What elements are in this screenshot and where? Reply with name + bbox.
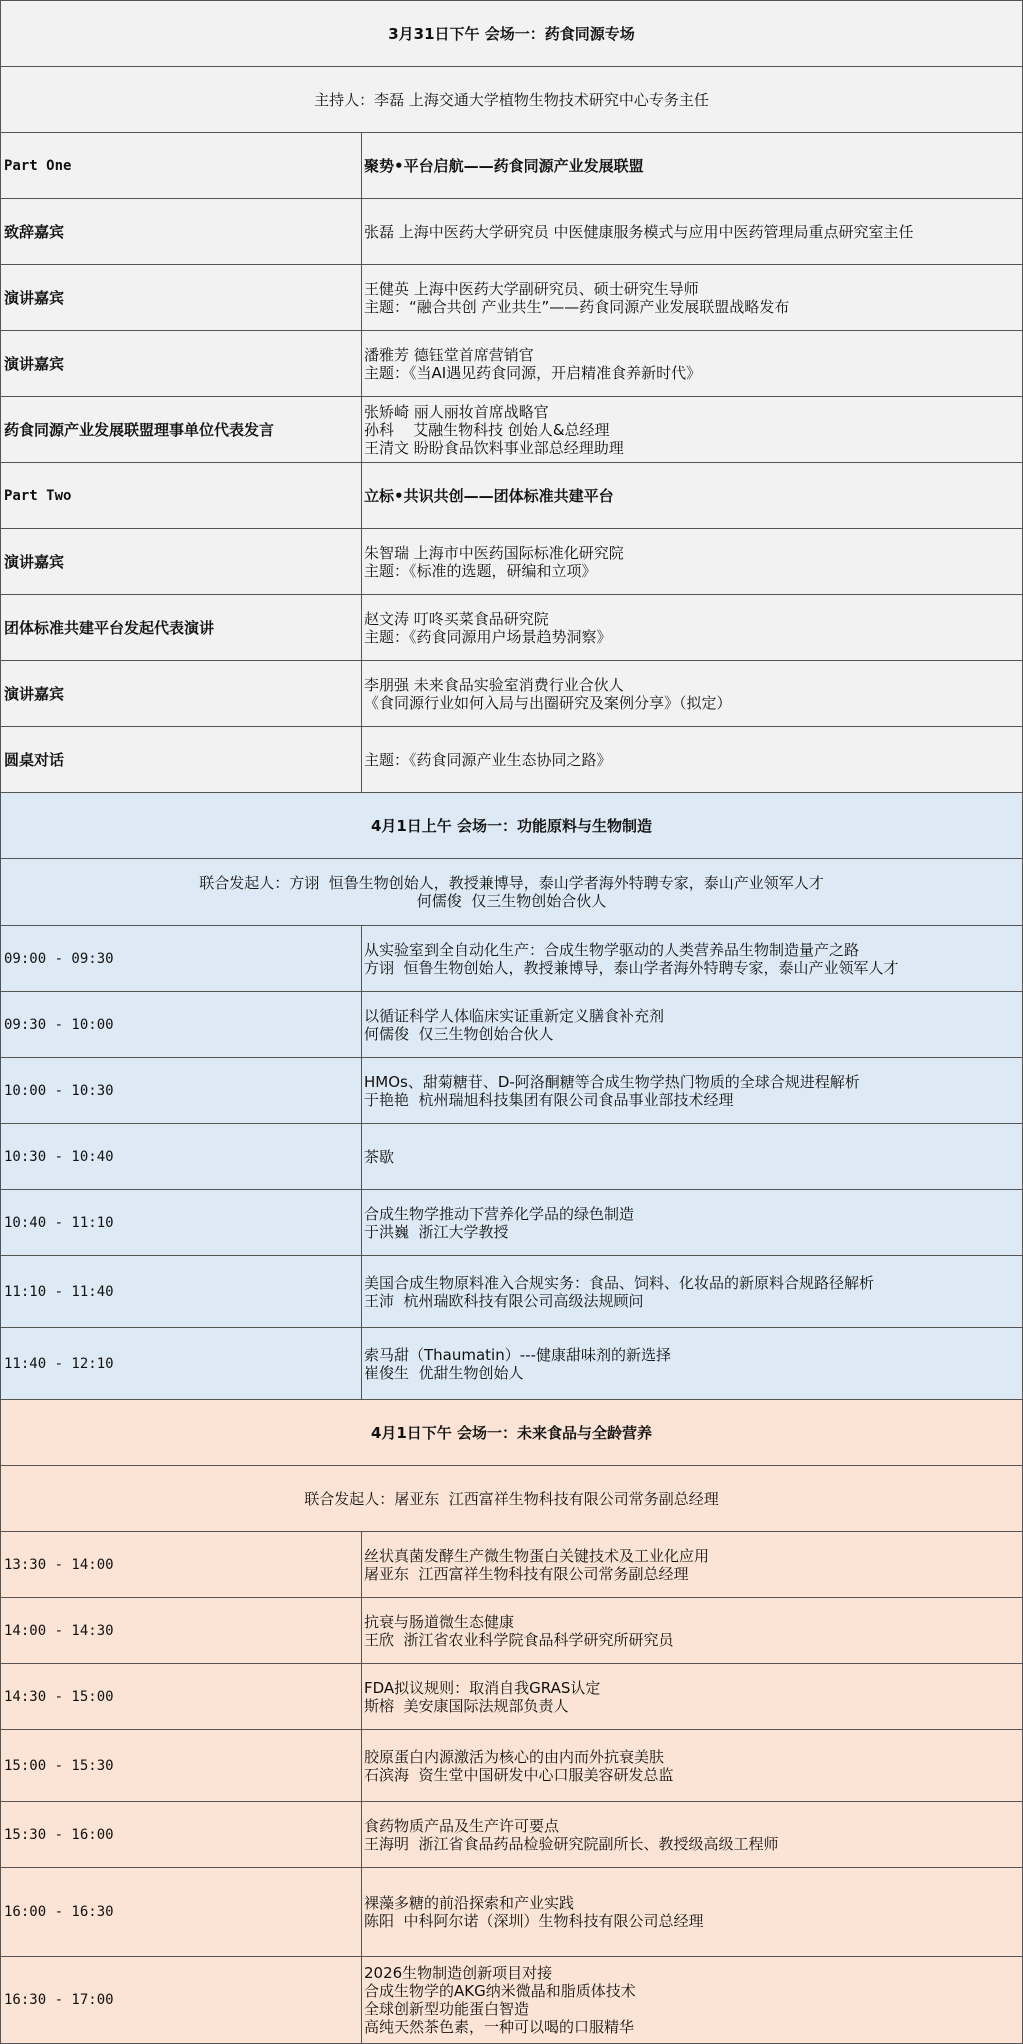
agenda-row — [0, 1867, 1023, 1957]
agenda-row — [0, 132, 1023, 199]
detail-line: 合成生物学的AKG纳米微晶和脂质体技术 — [364, 1982, 636, 2000]
agenda-label: 09:30 - 10:00 — [1, 992, 362, 1057]
detail-line: 孙科 艾融生物科技 创始人&总经理 — [364, 420, 610, 439]
agenda-row — [0, 1597, 1023, 1664]
detail-line: FDA拟议规则：取消自我GRAS认定 — [364, 1678, 601, 1697]
detail-line: 聚势•平台启航——药食同源产业发展联盟 — [364, 156, 644, 175]
agenda-row — [0, 330, 1023, 397]
agenda-detail — [362, 1598, 1022, 1663]
agenda-detail — [362, 1868, 1022, 1956]
host-row — [0, 66, 1023, 133]
detail-line: 赵文涛 叮咚买菜食品研究院 — [364, 609, 549, 628]
section-title: 4月1日下午 会场一：未来食品与全龄营养 — [370, 1424, 653, 1442]
agenda-detail — [362, 1730, 1022, 1801]
agenda-detail — [362, 727, 1022, 792]
agenda-label: 药食同源产业发展联盟理事单位代表发言 — [1, 397, 362, 462]
agenda-detail — [362, 331, 1022, 396]
agenda-row — [0, 1255, 1023, 1328]
detail-line: 王健英 上海中医药大学副研究员、硕士研究生导师 — [364, 279, 699, 298]
section-header — [0, 792, 1023, 859]
agenda-row — [0, 1663, 1023, 1730]
section-header — [0, 1399, 1023, 1466]
agenda-detail — [362, 595, 1022, 660]
agenda-label: 11:40 - 12:10 — [1, 1328, 362, 1399]
detail-line: 食药物质产品及生产许可要点 — [364, 1816, 560, 1835]
agenda-row — [0, 660, 1023, 727]
agenda-label: 10:00 - 10:30 — [1, 1058, 362, 1123]
agenda-label: 团体标准共建平台发起代表演讲 — [1, 595, 362, 660]
detail-line: 主题：《标准的选题，研编和立项》 — [364, 561, 597, 580]
detail-line: 王欣 浙江省农业科学院食品科学研究所研究员 — [364, 1630, 674, 1649]
detail-line: 裸藻多糖的前沿探索和产业实践 — [364, 1894, 575, 1912]
agenda-label: 11:10 - 11:40 — [1, 1256, 362, 1327]
agenda-row — [0, 1189, 1023, 1256]
detail-line: 主题：《药食同源产业生态协同之路》 — [364, 750, 612, 769]
agenda-row — [0, 462, 1023, 529]
agenda-detail — [362, 1190, 1022, 1255]
detail-line: 方诩 恒鲁生物创始人，教授兼博导，泰山学者海外特聘专家，泰山产业领军人才 — [364, 958, 899, 977]
agenda-row — [0, 396, 1023, 463]
detail-line: 《食同源行业如何入局与出圈研究及案例分享》（拟定） — [364, 693, 732, 712]
agenda-detail — [362, 463, 1022, 528]
agenda-row — [0, 1801, 1023, 1868]
host-row — [0, 858, 1023, 926]
agenda-row — [0, 1123, 1023, 1190]
detail-line: 美国合成生物原料准入合规实务：食品、饲料、化妆品的新原料合规路径解析 — [364, 1273, 875, 1292]
detail-line: 于洪巍 浙江大学教授 — [364, 1222, 509, 1241]
detail-line: 斯榕 美安康国际法规部负责人 — [364, 1696, 569, 1715]
agenda-label: 16:00 - 16:30 — [1, 1868, 362, 1956]
agenda-detail — [362, 1664, 1022, 1729]
detail-line: 王海明 浙江省食品药品检验研究院副所长、教授级高级工程师 — [364, 1834, 779, 1853]
section-title: 4月1日上午 会场一：功能原料与生物制造 — [370, 817, 653, 835]
agenda-detail — [362, 529, 1022, 594]
detail-line: 石滨海 资生堂中国研发中心口服美容研发总监 — [364, 1765, 674, 1784]
agenda-detail — [362, 1124, 1022, 1189]
detail-line: 李朋强 未来食品实验室消费行业合伙人 — [364, 675, 624, 694]
detail-line: 全球创新型功能蛋白智造 — [364, 2000, 530, 2018]
detail-line: 丝状真菌发酵生产微生物蛋白关键技术及工业化应用 — [364, 1546, 710, 1565]
agenda-label: 10:40 - 11:10 — [1, 1190, 362, 1255]
agenda-detail — [362, 133, 1022, 198]
host-row — [0, 1465, 1023, 1532]
agenda-label: 14:00 - 14:30 — [1, 1598, 362, 1663]
detail-line: HMOs、甜菊糖苷、D-阿洛酮糖等合成生物学热门物质的全球合规进程解析 — [364, 1072, 860, 1091]
agenda-label: 10:30 - 10:40 — [1, 1124, 362, 1189]
agenda-detail — [362, 1957, 1022, 2043]
agenda-label: 致辞嘉宾 — [1, 199, 362, 264]
detail-line: 王清文 盼盼食品饮料事业部总经理助理 — [364, 438, 624, 457]
detail-line: 合成生物学推动下营养化学品的绿色制造 — [364, 1204, 635, 1223]
agenda-row — [0, 594, 1023, 661]
detail-line: 胶原蛋白内源激活为核心的由内而外抗衰美肤 — [364, 1747, 665, 1766]
agenda-label: 16:30 - 17:00 — [1, 1957, 362, 2043]
agenda-detail — [362, 1058, 1022, 1123]
detail-line: 以循证科学人体临床实证重新定义膳食补充剂 — [364, 1006, 665, 1025]
detail-line: 于艳艳 杭州瑞旭科技集团有限公司食品事业部技术经理 — [364, 1090, 734, 1109]
agenda-detail — [362, 992, 1022, 1057]
agenda-label: 09:00 - 09:30 — [1, 926, 362, 991]
agenda-label: 圆桌对话 — [1, 727, 362, 792]
agenda-row — [0, 1531, 1023, 1598]
agenda-detail — [362, 1256, 1022, 1327]
detail-line: 张磊 上海中医药大学研究员 中医健康服务模式与应用中医药管理局重点研究室主任 — [364, 222, 914, 241]
detail-line: 主题：《药食同源用户场景趋势洞察》 — [364, 627, 612, 646]
agenda-row — [0, 198, 1023, 265]
agenda-label: 演讲嘉宾 — [1, 529, 362, 594]
agenda-label: 13:30 - 14:00 — [1, 1532, 362, 1597]
detail-line: 崔俊生 优甜生物创始人 — [364, 1363, 524, 1382]
agenda-label: 14:30 - 15:00 — [1, 1664, 362, 1729]
agenda-row — [0, 1956, 1023, 2044]
detail-line: 主题：“融合共创 产业共生”——药食同源产业发展联盟战略发布 — [364, 297, 790, 316]
detail-line: 从实验室到全自动化生产：合成生物学驱动的人类营养品生物制造量产之路 — [364, 940, 860, 959]
host-line: 联合发起人：屠亚东 江西富祥生物科技有限公司常务副总经理 — [304, 1489, 719, 1508]
detail-line: 主题：《当AI遇见药食同源，开启精准食养新时代》 — [364, 363, 702, 382]
detail-line: 朱智瑞 上海市中医药国际标准化研究院 — [364, 543, 624, 562]
host-line: 主持人：李磊 上海交通大学植物生物技术研究中心专务主任 — [314, 90, 709, 109]
agenda-detail — [362, 1802, 1022, 1867]
agenda-label: 演讲嘉宾 — [1, 331, 362, 396]
agenda-label: Part Two — [1, 463, 362, 528]
agenda-detail — [362, 926, 1022, 991]
detail-line: 屠亚东 江西富祥生物科技有限公司常务副总经理 — [364, 1564, 689, 1583]
agenda-row — [0, 726, 1023, 793]
detail-line: 索马甜（Thaumatin）---健康甜味剂的新选择 — [364, 1345, 671, 1364]
agenda-row — [0, 1327, 1023, 1400]
agenda-detail — [362, 1532, 1022, 1597]
agenda-label: 演讲嘉宾 — [1, 265, 362, 330]
agenda-detail — [362, 199, 1022, 264]
detail-line: 茶歇 — [364, 1147, 395, 1166]
detail-line: 抗衰与肠道微生态健康 — [364, 1612, 515, 1631]
detail-line: 高纯天然茶色素，一种可以喝的口服精华 — [364, 2018, 635, 2036]
agenda-label: 15:30 - 16:00 — [1, 1802, 362, 1867]
agenda-label: 演讲嘉宾 — [1, 661, 362, 726]
detail-line: 立标•共识共创——团体标准共建平台 — [364, 486, 614, 505]
agenda-row — [0, 1057, 1023, 1124]
detail-line: 陈阳 中科阿尔诺（深圳）生物科技有限公司总经理 — [364, 1912, 704, 1930]
detail-line: 何儒俊 仅三生物创始合伙人 — [364, 1024, 554, 1043]
agenda-row — [0, 264, 1023, 331]
agenda-row — [0, 1729, 1023, 1802]
agenda-detail — [362, 1328, 1022, 1399]
host-line: 何儒俊 仅三生物创始合伙人 — [416, 892, 607, 910]
detail-line: 王沛 杭州瑞欧科技有限公司高级法规顾问 — [364, 1291, 644, 1310]
agenda-label: 15:00 - 15:30 — [1, 1730, 362, 1801]
agenda-row — [0, 925, 1023, 992]
agenda-detail — [362, 661, 1022, 726]
agenda-label: Part One — [1, 133, 362, 198]
host-line: 联合发起人：方诩 恒鲁生物创始人，教授兼博导，泰山学者海外特聘专家，泰山产业领军人才 — [199, 874, 824, 892]
agenda-detail — [362, 265, 1022, 330]
agenda-row — [0, 528, 1023, 595]
detail-line: 张矫崎 丽人丽妆首席战略官 — [364, 402, 549, 421]
detail-line: 2026生物制造创新项目对接 — [364, 1964, 553, 1982]
agenda-row — [0, 991, 1023, 1058]
section-header — [0, 0, 1023, 67]
detail-line: 潘雅芳 德钰堂首席营销官 — [364, 345, 534, 364]
agenda-detail — [362, 397, 1022, 462]
section-title: 3月31日下午 会场一：药食同源专场 — [388, 25, 635, 43]
